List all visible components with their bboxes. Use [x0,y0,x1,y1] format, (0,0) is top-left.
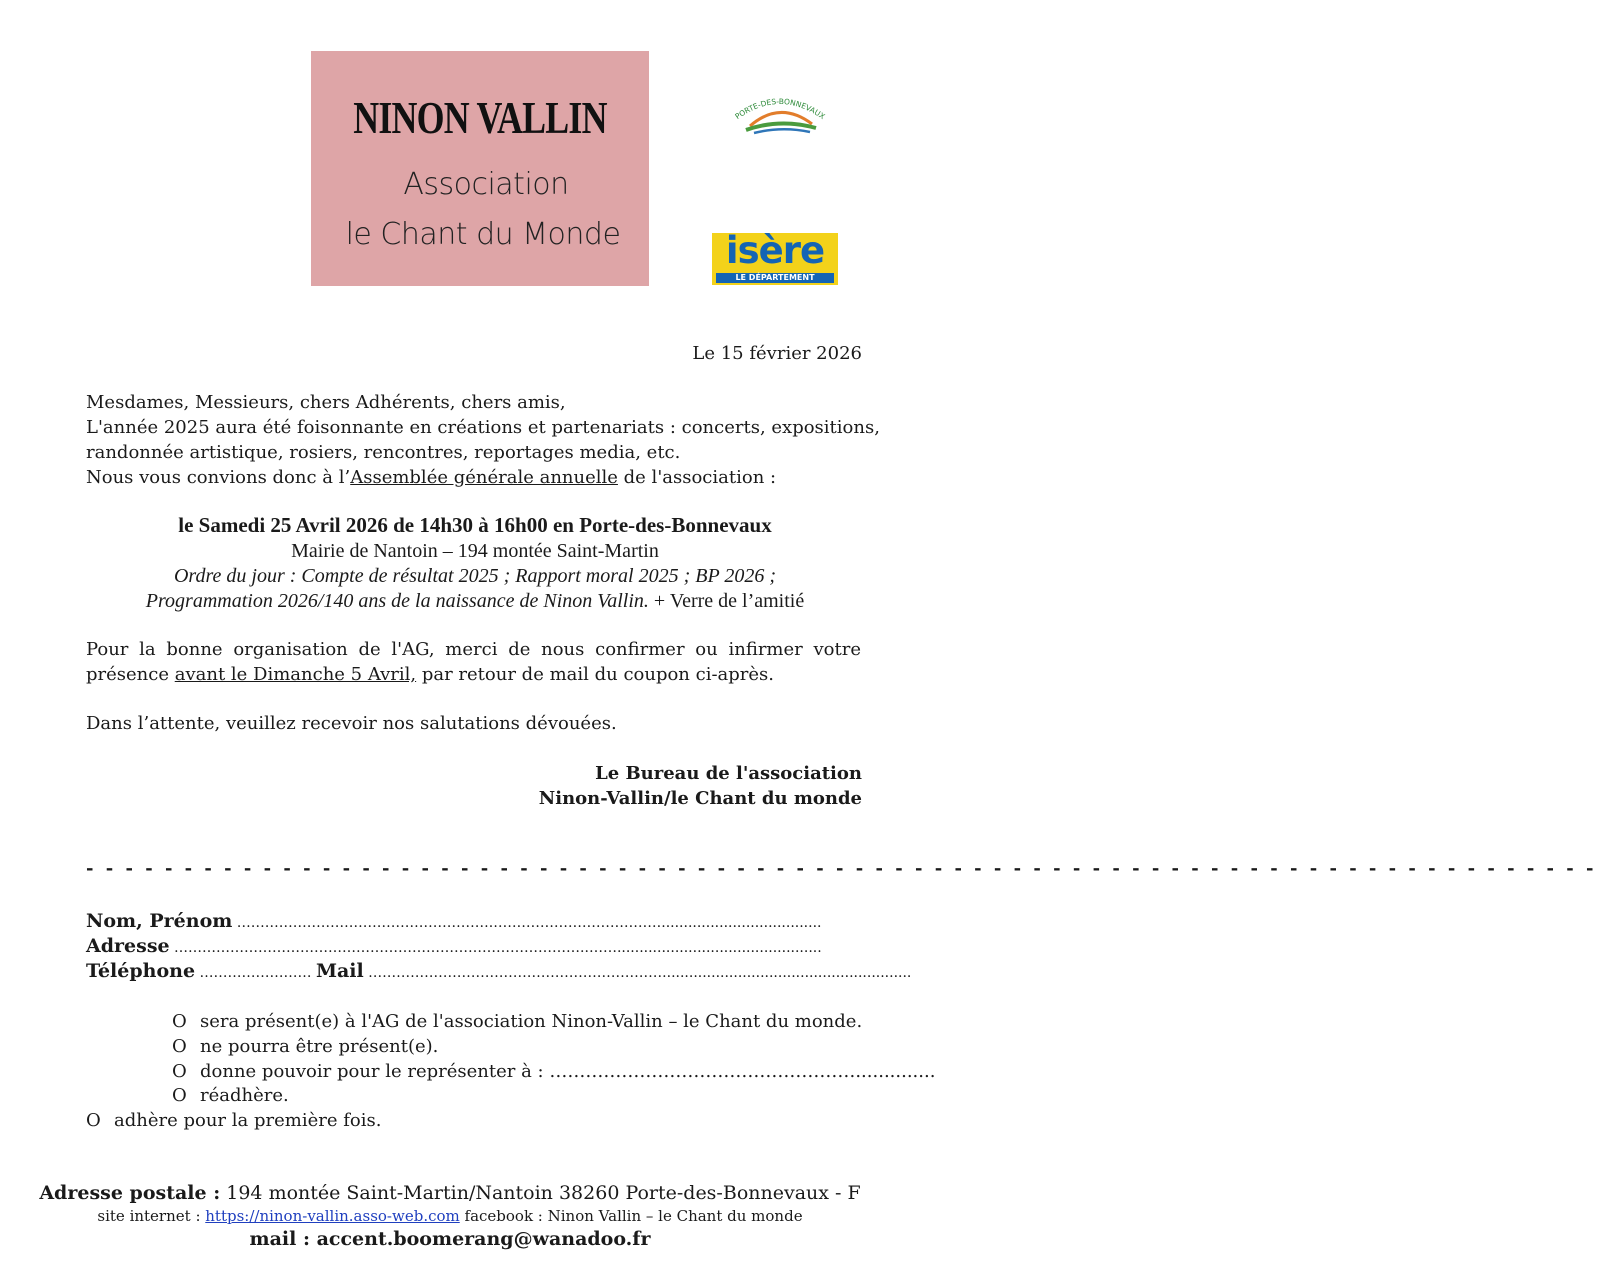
regards-line: Dans l’attente, veuillez recevoir nos salutations dévouées. [86,713,617,734]
intro-text: de l'association : [617,467,777,488]
website-link[interactable]: https://ninon-vallin.asso-web.com [205,1207,460,1225]
mail-label: Mail [315,960,364,982]
option-new-member[interactable] [86,1108,381,1133]
checkbox-circle[interactable]: O [172,1036,187,1057]
isere-logo-subtext: LE DÉPARTEMENT [716,273,834,283]
event-line: le Samedi 25 Avril 2026 de 14h30 à 16h00 en Porte-des-Bonnevaux [178,513,772,537]
address-field[interactable] [86,934,858,961]
header-box [311,51,649,286]
intro-line: Mesdames, Messieurs, chers Adhérents, chers amis, [86,392,566,413]
option-absent[interactable] [172,1034,438,1059]
signature-line1: Le Bureau de l'association [595,763,862,784]
option-label: donne pouvoir pour le représenter à : …………………………………………….............. [200,1061,936,1082]
confirm-text: par retour de mail du coupon ci-après. [416,664,775,685]
agenda-line2 [86,589,864,614]
option-label: ne pourra être présent(e). [200,1036,439,1057]
intro-text: Nous vous convions donc à l’ [86,467,351,488]
postal-value: 194 montée Saint-Martin/Nantoin 38260 Porte-des-Bonnevaux - F [220,1182,861,1204]
checkbox-circle[interactable]: O [172,1085,187,1106]
confirm-deadline: avant le Dimanche 5 Avril, [174,664,417,685]
option-label: adhère pour la première fois. [114,1110,382,1131]
venue-line: Mairie de Nantoin – 194 montée Saint-Martin [291,540,659,562]
phone-dots[interactable]: …………………… [195,965,316,981]
name-field[interactable] [86,909,858,936]
logo-arc-text: PORTE-DES-BONNEVAUX [733,96,827,122]
intro-line: L'année 2025 aura été foisonnante en créations et partenariats : concerts, expositions, [86,417,880,438]
agm-underlined: Assemblée générale annuelle [350,467,618,488]
address-dots[interactable]: ……………………………………………………………………………..…….............................................. [169,940,822,956]
facebook-text: facebook : Ninon Vallin – le Chant du monde [459,1207,803,1225]
porte-des-bonnevaux-logo [728,92,832,136]
org-subtitle-line2: le Chant du Monde [345,217,621,252]
option-present[interactable] [172,1009,862,1034]
option-proxy[interactable] [172,1059,935,1084]
checkbox-circle[interactable]: O [172,1011,187,1032]
agenda-plain: + Verre de l’amitié [648,590,805,612]
postal-label: Adresse postale : [39,1182,221,1204]
mail-dots[interactable]: ………………………………………………………........................................................ [363,965,912,981]
name-dots[interactable]: ……………………………………………….……………………………….................................... [232,915,822,931]
isere-logo [712,229,838,285]
intro-line: randonnée artistique, rosiers, rencontres, reportages media, etc. [86,442,681,463]
option-label: réadhère. [200,1085,289,1106]
site-label: site internet : [97,1207,206,1225]
signature-line2: Ninon-Vallin/le Chant du monde [538,788,862,809]
isere-logo-text: isère [725,229,825,272]
checkbox-circle[interactable]: O [172,1061,187,1082]
svg-text:PORTE-DES-BONNEVAUX [733,97,826,121]
mail-footer-value[interactable]: accent.boomerang@wanadoo.fr [316,1228,651,1250]
mail-footer-label: mail : [249,1228,317,1250]
agenda-line1: Ordre du jour : Compte de résultat 2025 ; Rapport moral 2025 ; BP 2026 ; [173,565,776,587]
checkbox-circle[interactable]: O [86,1110,101,1131]
address-label: Adresse [86,935,170,957]
confirm-paragraph [86,637,861,687]
letter-date: Le 15 février 2026 [692,343,862,364]
intro-line [86,465,864,490]
footer-mail [0,1228,900,1250]
intro-paragraph [86,390,880,490]
cut-line: - - - - - - - - - - - - - - - - - - - - - - - - - - - - - - - - - - - - - - - - - - - - - - - - - - - - - - - - - - - - - - - - - - - - - - - - - - - - - [86,858,1597,879]
phone-label: Téléphone [86,960,196,982]
confirm-text: Pour la bonne organisation de l'AG, merci de nous confirmer ou infirmer votre présence [86,639,861,685]
name-label: Nom, Prénom [86,910,233,932]
footer-links [0,1207,900,1225]
agenda-italic: Programmation 2026/140 ans de la naissance de Ninon Vallin. [145,590,649,612]
org-subtitle-line1: Association [403,167,569,202]
phone-mail-field[interactable] [86,959,912,986]
org-name: NINON VALLIN [353,92,607,143]
option-label: sera présent(e) à l'AG de l'association Ninon-Vallin – le Chant du monde. [200,1011,863,1032]
footer-postal-address [0,1182,900,1204]
option-renew[interactable] [172,1083,289,1108]
